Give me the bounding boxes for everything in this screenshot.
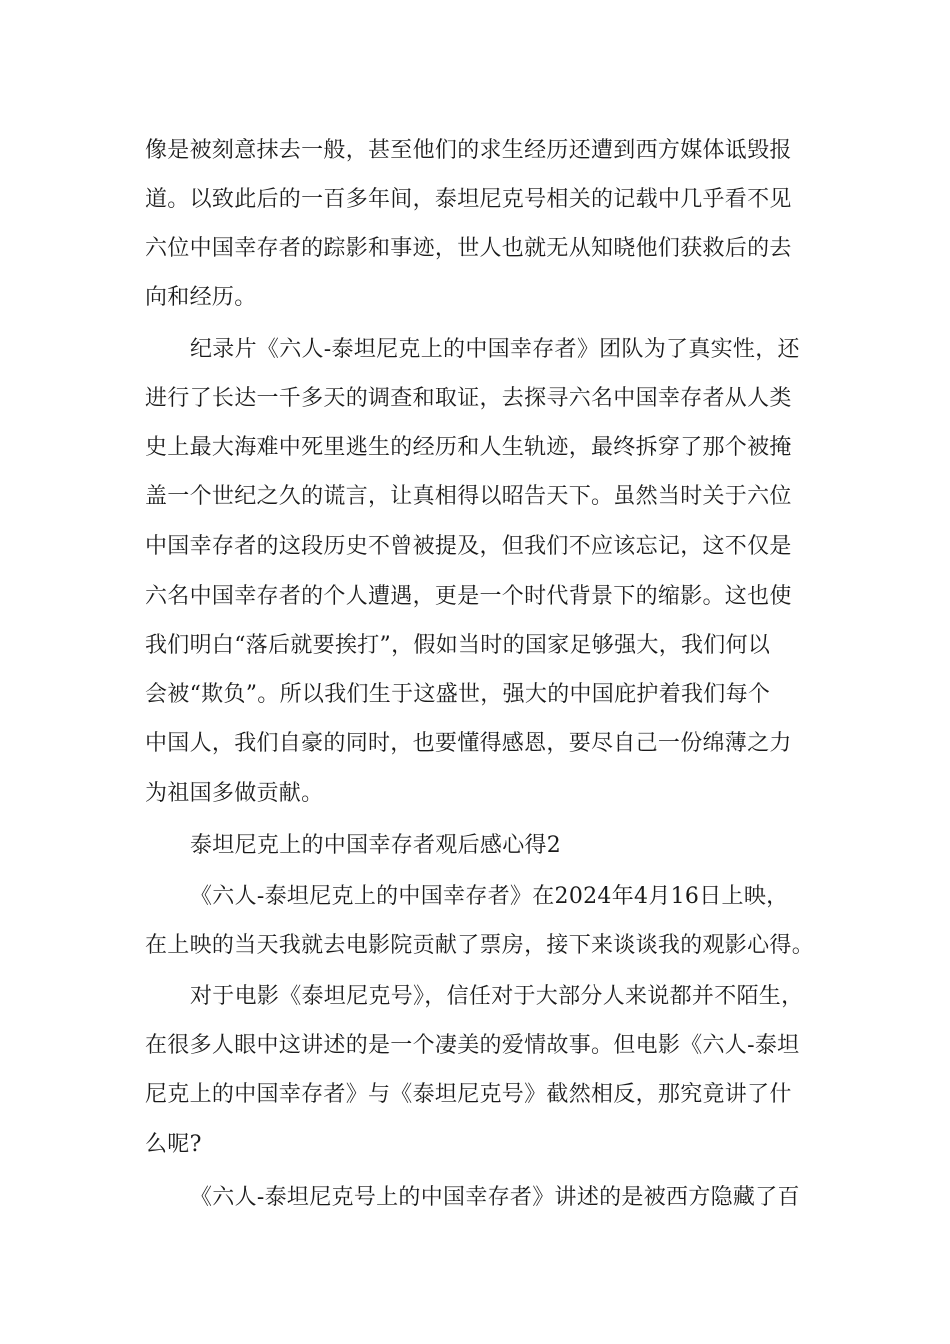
text-line: 六位中国幸存者的踪影和事迹，世人也就无从知晓他们获救后的去 — [145, 236, 792, 261]
text-line: 史上最大海难中死里逃生的经历和人生轨迹，最终拆穿了那个被掩 — [145, 435, 792, 460]
paragraph-first-line: 对于电影《泰坦尼克号》，信任对于大部分人来说都并不陌生， — [190, 984, 804, 1009]
paragraph-first-line: 纪录片《六人-泰坦尼克上的中国幸存者》团队为了真实性，还 — [190, 337, 800, 362]
text-line: 道。以致此后的一百多年间，泰坦尼克号相关的记载中几乎看不见 — [145, 187, 792, 212]
text-line: 么呢? — [145, 1132, 202, 1157]
text-line: 中国幸存者的这段历史不曾被提及，但我们不应该忘记，这不仅是 — [145, 534, 792, 559]
text-line: 进行了长达一千多天的调查和取证，去探寻六名中国幸存者从人类 — [145, 386, 792, 411]
text-line: 会被“欺负”。所以我们生于这盛世，强大的中国庇护着我们每个 — [145, 682, 771, 707]
paragraph-first-line: 《六人-泰坦尼克上的中国幸存者》在2024年4月16日上映， — [190, 884, 789, 909]
text-line: 在上映的当天我就去电影院贡献了票房，接下来谈谈我的观影心得。 — [145, 933, 815, 958]
text-line: 中国人，我们自豪的同时，也要懂得感恩，要尽自己一份绵薄之力 — [145, 731, 792, 756]
text-line: 向和经历。 — [145, 285, 257, 310]
text-line: 六名中国幸存者的个人遭遇，更是一个时代背景下的缩影。这也使 — [145, 584, 792, 609]
text-line: 盖一个世纪之久的谎言，让真相得以昭告天下。虽然当时关于六位 — [145, 484, 792, 509]
text-line: 像是被刻意抹去一般，甚至他们的求生经历还遭到西方媒体诋毁报 — [145, 138, 792, 163]
text-line: 尼克上的中国幸存者》与《泰坦尼克号》截然相反，那究竟讲了什 — [145, 1082, 792, 1107]
section-heading: 泰坦尼克上的中国幸存者观后感心得2 — [190, 833, 562, 858]
text-line: 为祖国多做贡献。 — [145, 781, 324, 806]
text-line: 在很多人眼中这讲述的是一个凄美的爱情故事。但电影《六人-泰坦 — [145, 1033, 800, 1058]
text-line: 我们明白“落后就要挨打”，假如当时的国家足够强大，我们何以 — [145, 633, 771, 658]
paragraph-first-line: 《六人-泰坦尼克号上的中国幸存者》讲述的是被西方隐藏了百 — [190, 1185, 800, 1210]
